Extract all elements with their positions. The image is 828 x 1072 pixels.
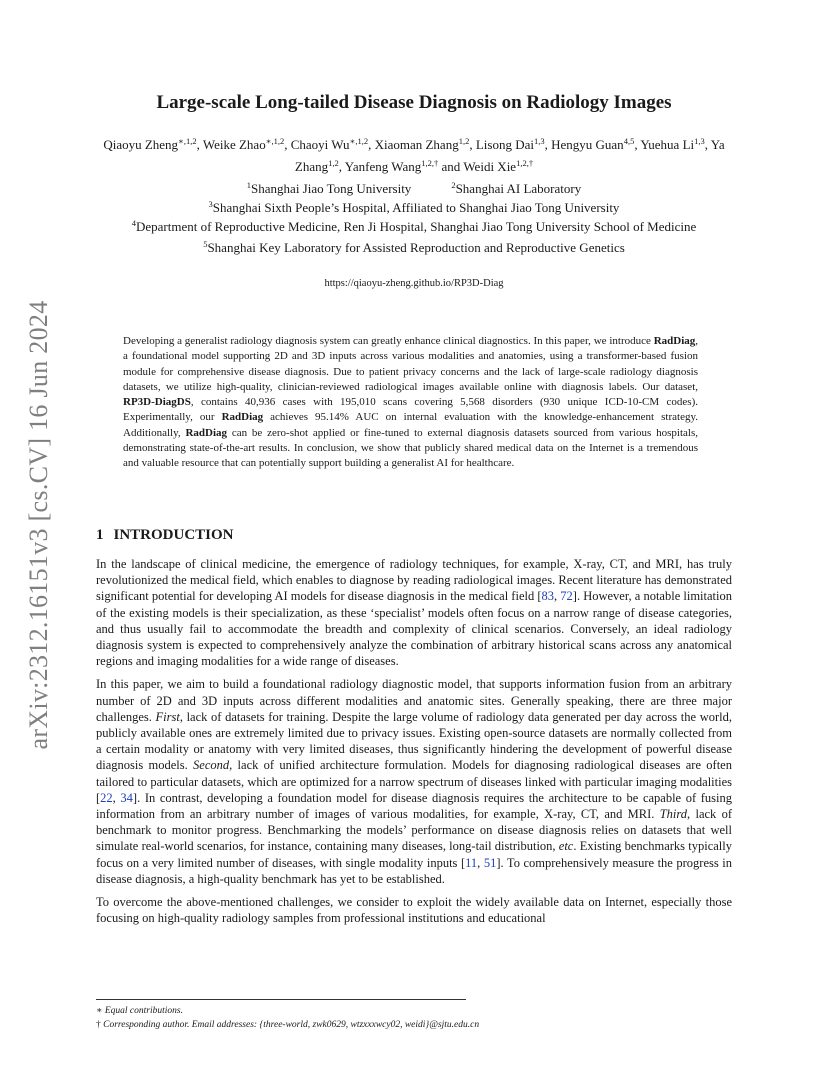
author-separator: ,	[284, 137, 291, 152]
affiliation-list	[96, 179, 732, 257]
author-name: Ya Zhang	[294, 137, 725, 174]
body-text-run: ,	[112, 790, 121, 805]
section-number: 1	[96, 527, 104, 543]
author-separator: ,	[196, 137, 203, 152]
section-title: INTRODUCTION	[113, 527, 234, 543]
footnote-mark: ∗	[96, 1006, 103, 1016]
emphasis-text: Third	[659, 807, 688, 822]
arxiv-identifier: arXiv:2312.16151v3 [cs.CV] 16 Jun 2024	[24, 300, 53, 750]
emphasis-text: Second	[193, 758, 230, 773]
affiliation-row-4	[96, 238, 732, 257]
paragraph	[96, 894, 732, 926]
abstract-text: achieves 95.14% AUC on internal evaluation with the knowledge-enhancement strategy. Additionally,	[123, 411, 698, 439]
body-text-run: , lack of datasets for training. Despite the large volume of radiology data generated per day across the world, publicly available ones are extremely limited due to privacy issues. Existing open-source datasets are normally collected from a certain modality or anatomy with very limited diseases, thus significantly hindering the development of powerful disease diagnosis models.	[96, 709, 732, 773]
model-name: RadDiag	[653, 335, 696, 347]
abstract-text: , contains 40,936 cases with 195,010 scans covering 5,568 disorders (930 unique ICD-10-CM codes). Experimentally, our	[123, 396, 698, 424]
model-name: RadDiag	[221, 411, 264, 424]
citation-link[interactable]: 22	[100, 790, 113, 805]
author-separator: ,	[368, 137, 375, 152]
abstract-text: can be zero-shot applied or fine-tuned to external diagnosis datasets sourced from various hospitals, demonstrating state-of-the-art results. In conclusion, we show that publicly shared medical data on the Internet is a tremendous and valuable resource that can potentially support building a generalist AI for healthcare.	[123, 426, 698, 470]
emphasis-text: First	[155, 709, 180, 724]
author-name: Qiaoyu Zheng	[103, 137, 179, 152]
author-affiliation-marker: 1,3	[694, 136, 705, 146]
citation-link[interactable]: 72	[560, 589, 573, 604]
author-name: Yanfeng Wang	[344, 159, 422, 174]
author-affiliation-marker: 1,2	[458, 136, 470, 146]
author-name: Weike Zhao	[202, 137, 266, 152]
author	[345, 159, 438, 174]
affiliation-marker: 1	[246, 180, 252, 190]
project-url-link[interactable]: https://qiaoyu-zheng.github.io/RP3D-Diag	[324, 278, 504, 289]
author-affiliation-marker: 1,3	[533, 136, 545, 146]
author	[463, 159, 533, 174]
author-affiliation-marker: 1,2,†	[516, 158, 534, 168]
author-separator: ,	[469, 137, 476, 152]
footnote-text: Equal contributions.	[104, 1006, 183, 1016]
author-affiliation-marker: 1,2	[328, 158, 339, 168]
author	[375, 137, 470, 152]
citation-link[interactable]: 11	[465, 855, 478, 870]
footnotes	[96, 1004, 736, 1032]
author	[551, 137, 634, 152]
footnote-text: Corresponding author. Email addresses: {three-world, zwk0629, wtzxxxwcy02, weidi}@sjtu.edu.cn	[103, 1020, 480, 1030]
affiliation-row-1	[96, 179, 732, 198]
footnote	[96, 1018, 736, 1032]
body-text-run: In this paper, we aim to build a foundational radiology diagnostic model, that supports information fusion from an arbitrary number of 2D and 3D inputs across different modalities and anatomic sites. Generally speaking, there are three major challenges.	[96, 677, 732, 724]
author-separator: ,	[704, 137, 711, 152]
author	[291, 137, 368, 152]
body-text-run: To overcome the above-mentioned challenges, we consider to exploit the widely available data on Internet, especially those focusing on high-quality radiology samples from professional institutions and educational	[96, 895, 732, 926]
citation-link[interactable]: 34	[120, 790, 133, 805]
emphasis-text: etc	[558, 839, 574, 854]
model-name: RP3D-DiagDS	[123, 396, 191, 409]
body-text-run: ]. In contrast, developing a foundation model for disease diagnosis requires the architecture to be capable of fusing information from an arbitrary number of images of various modalities, for example, X-ray, CT, and MRI.	[96, 790, 732, 822]
citation-link[interactable]: 83	[541, 589, 555, 604]
paper-title: Large-scale Long-tailed Disease Diagnosis on Radiology Images	[156, 92, 672, 113]
body-text-run: In the landscape of clinical medicine, the emergence of radiology techniques, for example, X-ray, CT, and MRI, has truly revolutionized the medical field, which enables to diagnose by reading radiological images. Recent literature has demonstrated significant potential for developing AI models for disease diagnosis in the medical field [	[96, 557, 732, 604]
author-list	[96, 134, 732, 178]
affiliation-marker: 2	[451, 180, 456, 190]
author-separator: ,	[338, 159, 345, 174]
author-separator: ,	[544, 137, 552, 152]
affiliation-row-2	[96, 198, 732, 217]
author-name: Xiaoman Zhang	[374, 137, 459, 152]
body-text-run: ,	[477, 855, 484, 870]
paragraph	[96, 556, 732, 669]
author-affiliation-marker: ∗,1,2	[265, 136, 285, 146]
introduction-body	[96, 556, 732, 933]
abstract-text: , a foundational model supporting 2D and 3D inputs across various modalities and anatomies, using a transformer-based fusion module for comprehensive disease diagnosis. Due to patient privacy concerns and the lack of large-scale radiology diagnosis datasets, we utilize high-quality, clinician-reviewed radiological images available online with diagnosis labels. Our dataset,	[123, 335, 698, 393]
affiliation-name: Shanghai Jiao Tong University	[251, 181, 412, 196]
author	[103, 137, 196, 152]
arxiv-side-stamp	[22, 290, 56, 760]
section-heading	[96, 527, 234, 544]
citation-link[interactable]: 51	[483, 855, 497, 870]
author-affiliation-marker: ∗,1,2	[178, 136, 197, 146]
author-name: Lisong Dai	[475, 137, 534, 152]
body-text-run: ]. However, a notable limitation of the existing models is their specialization, as these ‘specialist’ models often focus on a narrow range of disease categories, and thus usually fail to accommodate the breadth and complexity of clinical scenarios. Conversely, an ideal radiology diagnosis system is expected to comprehensively analyze the combination of arbitrary historical scans across any anatomical regions and imaging modalities for a wide range of diseases.	[96, 589, 732, 669]
model-name: RadDiag	[185, 426, 228, 439]
footnote-divider	[96, 999, 466, 1000]
body-text-run: . Existing benchmarks typically focus on a very limited number of diseases, with single modality inputs [	[96, 839, 732, 870]
author-separator: and	[438, 159, 464, 174]
affiliation-row-3	[96, 217, 732, 236]
author-affiliation-marker: 1,2,†	[421, 158, 439, 168]
affiliation-marker: 3	[208, 199, 213, 209]
affiliation-marker: 4	[131, 218, 136, 228]
affiliation-name: Shanghai Key Laboratory for Assisted Reproduction and Reproductive Genetics	[207, 240, 625, 255]
author-name: Yuehua Li	[640, 137, 695, 152]
paragraph	[96, 676, 732, 887]
abstract	[123, 334, 698, 472]
affiliation-marker: 5	[203, 239, 208, 249]
affiliation-name: Shanghai Sixth People’s Hospital, Affiliated to Shanghai Jiao Tong University	[212, 200, 620, 215]
author-name: Weidi Xie	[463, 159, 517, 174]
body-text-run: , lack of unified architecture formulation. Models for diagnosing radiological diseases are often tailored to particular datasets, which are optimized for a narrow spectrum of diseases linked with particular imaging modalities [	[96, 758, 732, 805]
footnote	[96, 1004, 736, 1018]
author-name: Chaoyi Wu	[290, 137, 350, 152]
author-affiliation-marker: ∗,1,2	[349, 136, 369, 146]
affiliation-name: Department of Reproductive Medicine, Ren Ji Hospital, Shanghai Jiao Tong University School of Medicine	[135, 219, 697, 234]
body-text-run: , lack of benchmark to monitor progress. Benchmarking the models’ performance on disease diagnosis relies on datasets that well simulate real-world scenarios, for instance, containing many diseases, long-tail distribution,	[96, 807, 732, 854]
body-text-run: ,	[554, 589, 561, 604]
author	[203, 137, 284, 152]
author-affiliation-marker: 4,5	[623, 136, 635, 146]
author	[640, 137, 704, 152]
author-name: Hengyu Guan	[551, 137, 624, 152]
body-text-run: ]. To comprehensively measure the progress in disease diagnosis, a high-quality benchmark has yet to be established.	[96, 855, 732, 886]
abstract-text: Developing a generalist radiology diagnosis system can greatly enhance clinical diagnostics. In this paper, we introduce	[123, 335, 654, 347]
affiliation-name: Shanghai AI Laboratory	[455, 181, 582, 196]
author	[476, 137, 545, 152]
author-separator: ,	[634, 137, 641, 152]
footnote-mark: †	[96, 1020, 101, 1030]
